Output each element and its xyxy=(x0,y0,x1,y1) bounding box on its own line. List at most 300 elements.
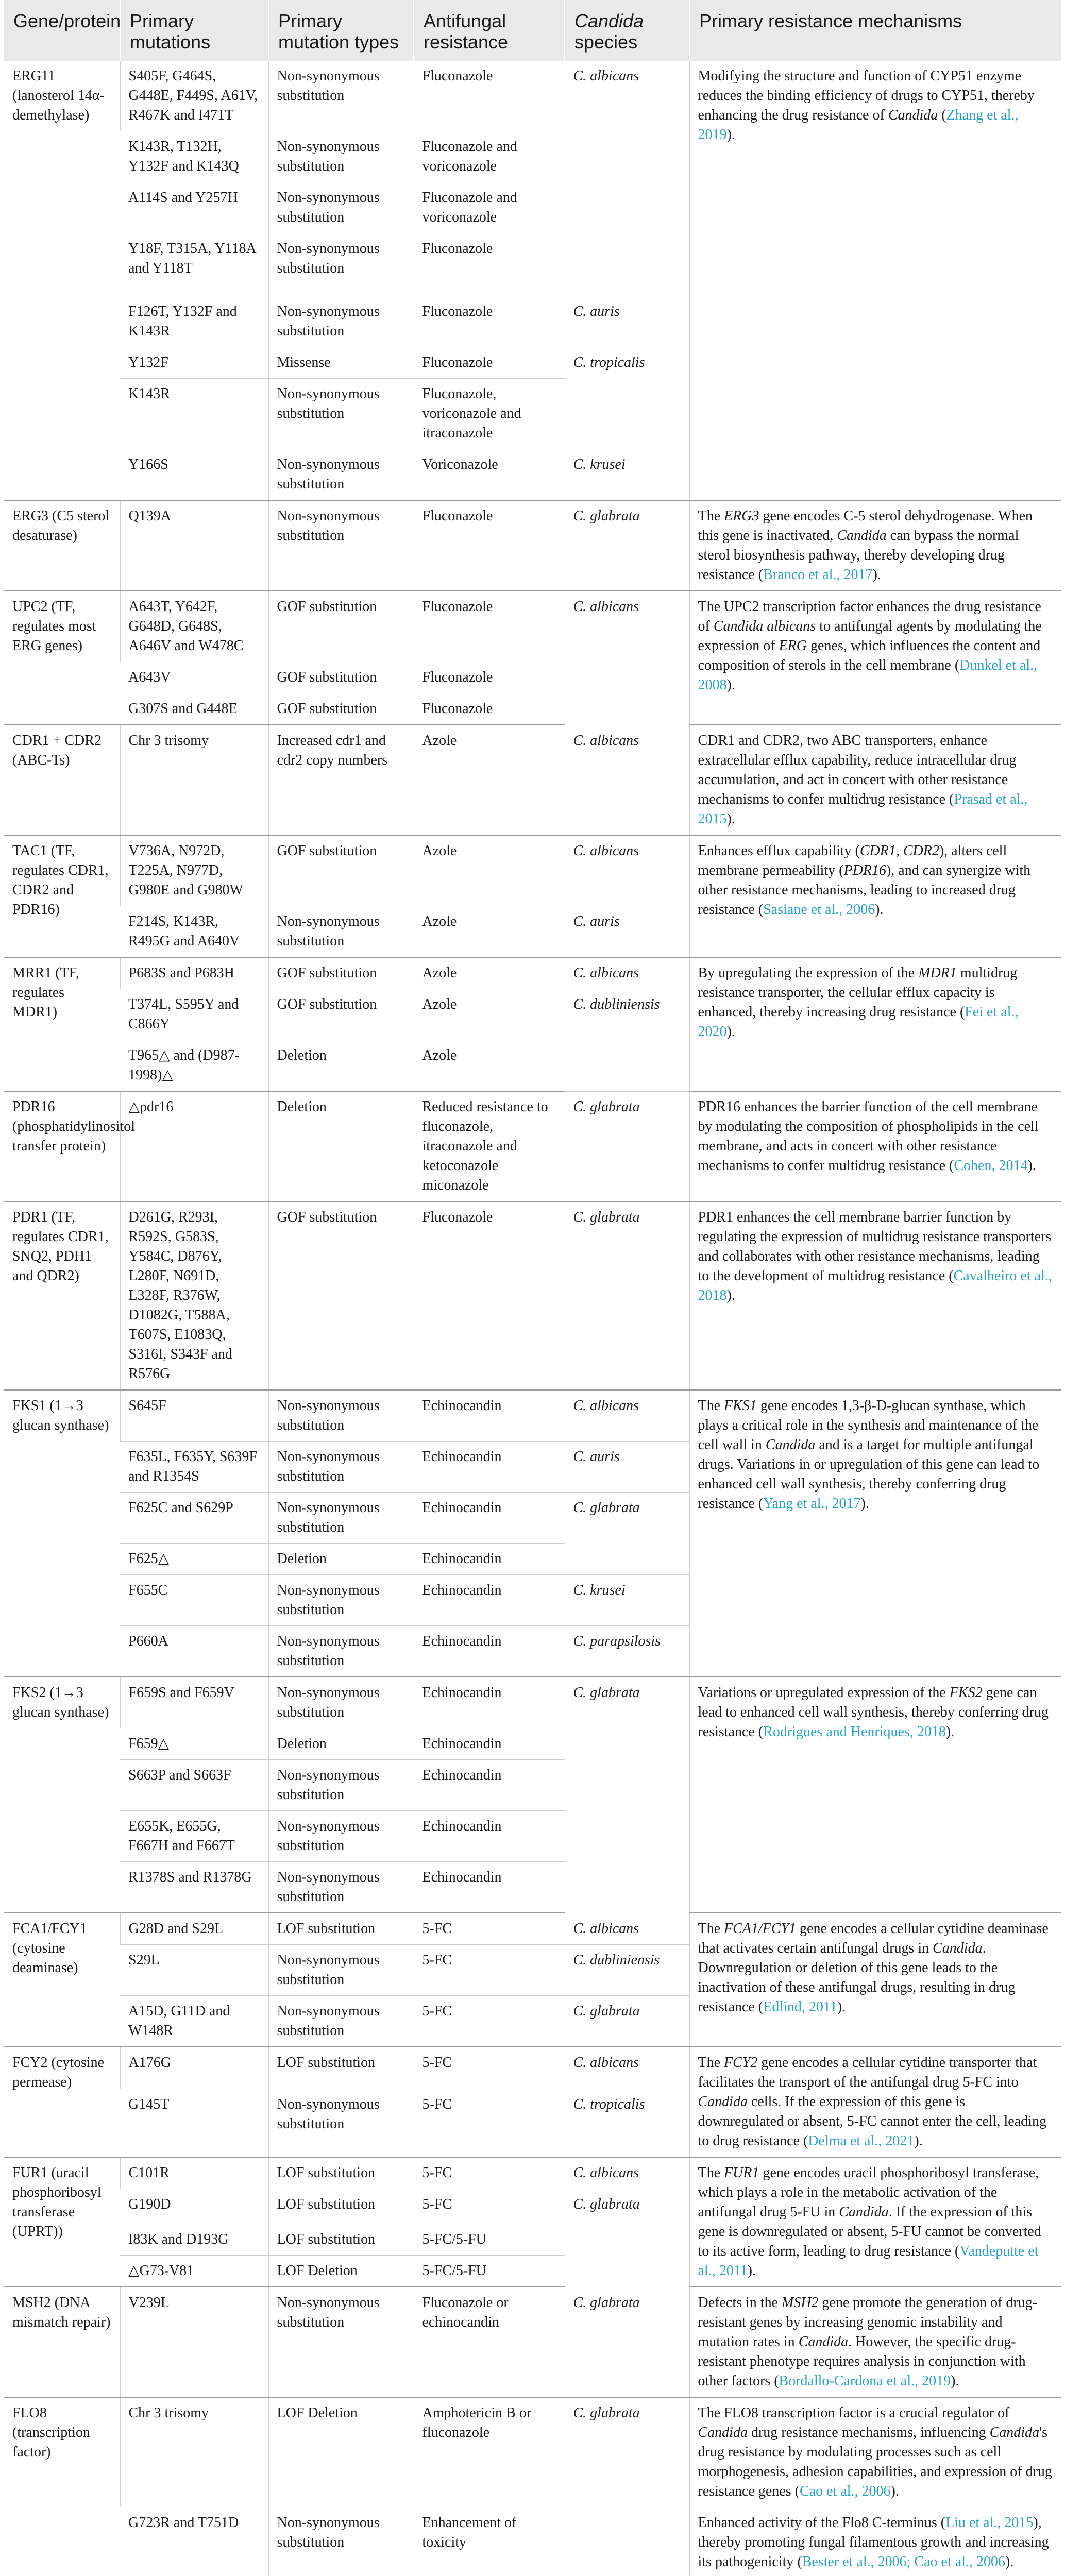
resistance-cell: Amphotericin B or fluconazole xyxy=(414,2397,565,2507)
species-cell xyxy=(565,2089,689,2157)
gene-cell: PDR1 (TF, regulates CDR1, SNQ2, PDH1 and QDR2) xyxy=(4,1201,120,1390)
mutation-type-cell: Non-synonymous substitution xyxy=(268,1677,414,1728)
header-row xyxy=(4,0,1061,61)
mechanism-cell xyxy=(689,2047,1061,2157)
species-name: C. parapsilosis xyxy=(573,1633,661,1649)
mutation-type-cell: Non-synonymous substitution xyxy=(268,1760,414,1811)
mutation-cell: P683S and P683H xyxy=(120,957,268,989)
text-run: ), alters cell membrane permeability ( xyxy=(698,843,1007,878)
text-run: ). xyxy=(890,2483,899,2499)
mutation-cell: A643V xyxy=(120,662,268,693)
species-cell xyxy=(565,2047,689,2089)
resistance-cell: Fluconazole xyxy=(414,61,565,131)
mutation-cell: S405F, G464S, G448E, F449S, A61V, R467K and I471T xyxy=(120,61,268,131)
mutation-type-cell: Non-synonymous substitution xyxy=(268,379,414,449)
text-run: The xyxy=(698,2165,724,2181)
species-name: C. albicans xyxy=(573,1398,639,1414)
species-cell xyxy=(565,1945,689,1996)
table-row xyxy=(4,591,1061,662)
table-row xyxy=(4,2397,1061,2507)
resistance-cell: Fluconazole, voriconazole and itraconazole xyxy=(414,379,565,449)
mechanism-cell xyxy=(689,1677,1061,1913)
text-run: ). xyxy=(1027,1158,1036,1174)
italic-term: FCA1/FCY1 xyxy=(724,1921,797,1937)
text-run: Variations or upregulated expression of the xyxy=(698,1685,950,1701)
mutation-type-cell: Deletion xyxy=(268,1091,414,1201)
species-name: C. glabrata xyxy=(573,2405,640,2421)
mutation-cell: D261G, R293I, R592S, G583S, Y584C, D876Y, L280F, N691D, L328F, R376W, D1082G, T588A, T607S, E1083Q, S316I, S343F and R576G xyxy=(120,1201,268,1390)
table-row xyxy=(4,1677,1061,1728)
species-name: C. glabrata xyxy=(573,2196,640,2212)
resistance-cell: 5-FC xyxy=(414,1945,565,1996)
resistance-cell: Azole xyxy=(414,835,565,906)
mutation-cell: T965△ and (D987-1998)△ xyxy=(120,1040,268,1092)
italic-term: MDR1 xyxy=(918,965,957,981)
mutation-type-cell: Non-synonymous substitution xyxy=(268,1626,414,1677)
mutation-type-cell: Non-synonymous substitution xyxy=(268,1945,414,1996)
header-mechanisms: Primary resistance mechanisms xyxy=(689,0,1061,61)
mutation-type-cell: Non-synonymous substitution xyxy=(268,2287,414,2397)
species-cell xyxy=(565,2397,689,2507)
text-run: Enhanced activity of the Flo8 C-terminus ( xyxy=(698,2515,946,2531)
citation-link[interactable]: Prasad et al., 2015 xyxy=(698,791,1028,827)
text-run: CDR1 and CDR2, two ABC transporters, enhance extracellular efflux capability, reduce intracellular drug accumulation, and act in concert with other resistance mechanisms to confer multidrug resistance ( xyxy=(698,733,1017,807)
species-name: C. albicans xyxy=(573,732,639,749)
table-row xyxy=(4,2507,1061,2576)
species-cell xyxy=(565,500,689,591)
mutation-cell: K143R, T132H, Y132F and K143Q xyxy=(120,131,268,182)
species-name: C. tropicalis xyxy=(573,354,645,370)
table-row xyxy=(4,1913,1061,1945)
mutation-type-cell: LOF substitution xyxy=(268,2224,414,2256)
text-run: to antifungal agents by modulating the expression of xyxy=(698,618,1042,654)
resistance-cell: Fluconazole xyxy=(414,1201,565,1390)
mutation-cell: △G73-V81 xyxy=(120,2256,268,2287)
mutation-cell: Y18F, T315A, Y118A and Y118T xyxy=(120,233,268,284)
text-run: ), thereby promoting fungal filamentous growth and increasing its pathogenicity ( xyxy=(698,2515,1049,2570)
text-run: ). xyxy=(875,902,884,918)
resistance-table xyxy=(4,0,1061,2576)
mutation-type-cell xyxy=(268,284,414,296)
text-run: ). xyxy=(860,1496,869,1512)
mutation-cell: K143R xyxy=(120,379,268,449)
mutation-cell: F126T, Y132F and K143R xyxy=(120,296,268,347)
species-cell xyxy=(565,347,689,449)
mutation-cell: F659△ xyxy=(120,1728,268,1760)
resistance-cell: 5-FC xyxy=(414,2189,565,2224)
text-run: Modifying the structure and function of CYP51 enzyme reduces the binding efficiency of drugs to CYP51, thereby enhancing the drug resistance of xyxy=(698,68,1035,123)
mutation-cell: G723R and T751D xyxy=(120,2507,268,2576)
species-cell xyxy=(565,1626,689,1677)
resistance-cell: 5-FC xyxy=(414,1996,565,2047)
mutation-cell: C101R xyxy=(120,2157,268,2189)
mechanism-cell xyxy=(689,1913,1061,2047)
mutation-cell: F635L, F635Y, S639F and R1354S xyxy=(120,1442,268,1493)
mechanism-cell xyxy=(689,2287,1061,2397)
mutation-cell: S645F xyxy=(120,1390,268,1442)
mutation-type-cell: Non-synonymous substitution xyxy=(268,233,414,284)
mechanism-cell xyxy=(689,1390,1061,1677)
text-run: . If the expression of this gene is downregulated or absent, 5-FU cannot be converted to its active form, leading to drug resistance ( xyxy=(698,2204,1041,2259)
species-cell xyxy=(565,835,689,906)
species-cell xyxy=(565,1996,689,2047)
species-cell xyxy=(565,1201,689,1390)
text-run: ). xyxy=(951,2373,959,2389)
text-run: By upregulating the expression of the xyxy=(698,965,919,981)
mutation-cell: F659S and F659V xyxy=(120,1677,268,1728)
mutation-type-cell: Non-synonymous substitution xyxy=(268,2507,414,2576)
citation-link[interactable]: Cohen, 2014 xyxy=(954,1158,1028,1174)
resistance-cell: Echinocandin xyxy=(414,1677,565,1728)
resistance-cell: Fluconazole xyxy=(414,233,565,284)
table-row xyxy=(4,957,1061,989)
mutation-cell: T374L, S595Y and C866Y xyxy=(120,989,268,1040)
resistance-cell: Enhancement of toxicity xyxy=(414,2507,565,2576)
mutation-cell: Y132F xyxy=(120,347,268,379)
species-name: C. glabrata xyxy=(573,1098,640,1115)
species-cell xyxy=(565,296,689,347)
mutation-type-cell: Non-synonymous substitution xyxy=(268,131,414,182)
mechanism-cell xyxy=(689,61,1061,500)
citation-link[interactable]: Liu et al., 2015 xyxy=(945,2515,1034,2531)
mutation-type-cell: Non-synonymous substitution xyxy=(268,1811,414,1862)
species-name: C. tropicalis xyxy=(573,2096,645,2113)
italic-term: ERG3 xyxy=(724,508,759,524)
species-name: C. glabrata xyxy=(573,1685,640,1701)
mutation-cell: Q139A xyxy=(120,500,268,591)
species-name: C. albicans xyxy=(573,2165,639,2181)
citation-link[interactable]: Vandeputte et al., 2011 xyxy=(698,2243,1039,2279)
species-name: C. glabrata xyxy=(573,508,640,524)
species-cell xyxy=(565,2287,689,2397)
text-run: genes, which influences the content and composition of sterols in the cell membrane ( xyxy=(698,638,1041,673)
mutation-cell: V736A, N972D, T225A, N977D, G980E and G980W xyxy=(120,835,268,906)
mechanism-cell xyxy=(689,2507,1061,2576)
citation-link[interactable]: Sasiane et al., 2006 xyxy=(763,902,875,918)
text-run: The FLO8 transcription factor is a crucial regulator of xyxy=(698,2405,1010,2421)
table-body xyxy=(4,61,1061,2576)
species-name: C. albicans xyxy=(573,68,639,84)
mutation-type-cell: Non-synonymous substitution xyxy=(268,1390,414,1442)
mutation-type-cell: GOF substitution xyxy=(268,662,414,693)
resistance-cell: Echinocandin xyxy=(414,1626,565,1677)
species-cell xyxy=(565,1091,689,1201)
gene-cell: FUR1 (uracil phosphoribosyl transferase (UPRT)) xyxy=(4,2157,120,2287)
species-cell xyxy=(565,1677,689,1913)
table-row xyxy=(4,835,1061,906)
resistance-cell: Fluconazole xyxy=(414,693,565,725)
species-name: C. krusei xyxy=(573,456,626,472)
text-run: Defects in the xyxy=(698,2295,782,2311)
species-cell xyxy=(565,1442,689,1493)
mutation-cell: A15D, G11D and W148R xyxy=(120,1996,268,2047)
species-cell xyxy=(565,1575,689,1626)
citation-link[interactable]: Cao et al., 2006 xyxy=(799,2483,891,2499)
mutation-cell: A643T, Y642F, G648D, G648S, A646V and W478C xyxy=(120,591,268,662)
text-run: and is a target for multiple antifungal drugs. Variations in or upregulation of this gene can lead to enhanced cell wall synthesis, thereby conferring drug resistance ( xyxy=(698,1437,1040,1512)
mutation-type-cell: Non-synonymous substitution xyxy=(268,296,414,347)
table-row xyxy=(4,725,1061,835)
resistance-cell: Azole xyxy=(414,957,565,989)
mutation-cell: P660A xyxy=(120,1626,268,1677)
resistance-cell: Fluconazole xyxy=(414,347,565,379)
text-run: The xyxy=(698,1398,724,1414)
species-name: C. albicans xyxy=(573,599,639,615)
resistance-cell: Fluconazole and voriconazole xyxy=(414,182,565,233)
resistance-cell: Fluconazole xyxy=(414,500,565,591)
gene-cell: CDR1 + CDR2 (ABC-Ts) xyxy=(4,725,120,835)
text-run: ). xyxy=(726,677,735,693)
text-run: ). xyxy=(872,567,881,583)
table-header xyxy=(4,0,1061,61)
mutation-type-cell: LOF Deletion xyxy=(268,2256,414,2287)
mutation-type-cell: Deletion xyxy=(268,1728,414,1760)
citation-link[interactable]: Bordallo-Cardona et al., 2019 xyxy=(779,2373,951,2389)
resistance-cell: 5-FC xyxy=(414,2047,565,2089)
text-run: ). xyxy=(914,2133,923,2149)
mutation-cell: F625C and S629P xyxy=(120,1493,268,1544)
species-name: C. auris xyxy=(573,913,620,929)
table-row xyxy=(4,2047,1061,2089)
resistance-cell: Echinocandin xyxy=(414,1728,565,1760)
mutation-cell: S663P and S663F xyxy=(120,1760,268,1811)
text-run: The xyxy=(698,2055,724,2071)
text-run: gene encodes a cellular cytidine transporter that facilitates the transport of the antifungal drug 5-FC into xyxy=(698,2055,1037,2090)
resistance-cell: Azole xyxy=(414,725,565,835)
text-run: ). xyxy=(726,1287,735,1303)
resistance-cell: Azole xyxy=(414,989,565,1040)
gene-cell: FKS2 (1→3 glucan synthase) xyxy=(4,1677,120,1913)
resistance-cell: Fluconazole or echinocandin xyxy=(414,2287,565,2397)
italic-term: FKS2 xyxy=(949,1685,983,1701)
mechanism-cell xyxy=(689,500,1061,591)
resistance-cell: Fluconazole xyxy=(414,662,565,693)
species-name: C. albicans xyxy=(573,2055,639,2071)
text-run: . However, the specific drug-resistant phenotype requires analysis in conjunction with other factors ( xyxy=(698,2334,1026,2389)
header-species-italic: Candida xyxy=(574,10,644,31)
citation-link[interactable]: Branco et al., 2017 xyxy=(763,567,873,583)
gene-cell: MRR1 (TF, regulates MDR1) xyxy=(4,957,120,1091)
italic-term: MSH2 xyxy=(782,2295,819,2311)
species-cell xyxy=(565,591,689,725)
mutation-cell: G190D xyxy=(120,2189,268,2224)
mutation-type-cell: GOF substitution xyxy=(268,1201,414,1390)
citation-link[interactable]: Fei et al., 2020 xyxy=(698,1004,1019,1040)
resistance-cell: Reduced resistance to fluconazole, itraconazole and ketoconazole miconazole xyxy=(414,1091,565,1201)
text-run: gene encodes a cellular cytidine deaminase that activates certain antifungal drugs in xyxy=(698,1921,1049,1956)
mutation-cell: I83K and D193G xyxy=(120,2224,268,2256)
citation-link[interactable]: Zhang et al., 2019 xyxy=(698,107,1019,143)
text-run: gene encodes 1,3-β-D-glucan synthase, which plays a critical role in the synthesis and maintenance of the cell wall in xyxy=(698,1398,1039,1453)
resistance-cell: 5-FC xyxy=(414,2157,565,2189)
italic-term: Candida xyxy=(839,2204,889,2220)
species-name: C. dubliniensis xyxy=(573,996,660,1012)
text-run: Enhances efflux capability ( xyxy=(698,843,860,859)
species-cell xyxy=(565,449,689,501)
resistance-cell: Echinocandin xyxy=(414,1493,565,1544)
italic-term: FUR1 xyxy=(724,2165,759,2181)
resistance-cell: Echinocandin xyxy=(414,1760,565,1811)
text-run: The xyxy=(698,1921,724,1937)
species-cell xyxy=(565,1913,689,1945)
species-cell xyxy=(565,989,689,1092)
mutation-type-cell: Deletion xyxy=(268,1040,414,1092)
mutation-cell: Chr 3 trisomy xyxy=(120,2397,268,2507)
resistance-cell: Echinocandin xyxy=(414,1811,565,1862)
gene-cell: TAC1 (TF, regulates CDR1, CDR2 and PDR16) xyxy=(4,835,120,957)
mutation-type-cell: GOF substitution xyxy=(268,591,414,662)
mutation-cell: Y166S xyxy=(120,449,268,501)
resistance-cell: Azole xyxy=(414,1040,565,1092)
text-run: drug resistance mechanisms, influencing xyxy=(747,2425,990,2441)
mutation-type-cell: Deletion xyxy=(268,1544,414,1575)
italic-term: Candida xyxy=(798,2334,849,2350)
mutation-type-cell: Non-synonymous substitution xyxy=(268,1493,414,1544)
italic-term: FCY2 xyxy=(724,2055,758,2071)
species-cell xyxy=(565,1493,689,1575)
citation-link[interactable]: Cavalheiro et al., 2018 xyxy=(698,1268,1052,1303)
mutation-cell: F214S, K143R, R495G and A640V xyxy=(120,906,268,958)
mechanism-cell xyxy=(689,1201,1061,1390)
mutation-type-cell: Non-synonymous substitution xyxy=(268,1442,414,1493)
citation-link[interactable]: Rodrigues and Henriques, 2018 xyxy=(763,1724,946,1740)
species-name: C. dubliniensis xyxy=(573,1952,660,1968)
mutation-type-cell: Non-synonymous substitution xyxy=(268,2089,414,2157)
text-run: can bypass the normal sterol biosynthesis pathway, thereby developing drug resistance ( xyxy=(698,528,1019,583)
mutation-cell: E655K, E655G, F667H and F667T xyxy=(120,1811,268,1862)
header-mutations: Primary mutations xyxy=(120,0,268,61)
mutation-type-cell: Non-synonymous substitution xyxy=(268,1575,414,1626)
mutation-type-cell: GOF substitution xyxy=(268,957,414,989)
mutation-cell: △pdr16 xyxy=(120,1091,268,1201)
mutation-cell: A176G xyxy=(120,2047,268,2089)
species-name: C. glabrata xyxy=(573,1209,640,1225)
text-run: The UPC2 transcription factor enhances the drug resistance of xyxy=(698,599,1041,634)
mutation-type-cell: Non-synonymous substitution xyxy=(268,500,414,591)
species-name: C. albicans xyxy=(573,1920,639,1937)
mutation-type-cell: Increased cdr1 and cdr2 copy numbers xyxy=(268,725,414,835)
gene-cell: FCA1/FCY1 (cytosine deaminase) xyxy=(4,1913,120,2047)
resistance-cell: Echinocandin xyxy=(414,1575,565,1626)
mechanism-cell xyxy=(689,2157,1061,2287)
mutation-type-cell: Non-synonymous substitution xyxy=(268,1996,414,2047)
italic-term: FKS1 xyxy=(724,1398,757,1414)
mutation-type-cell: Non-synonymous substitution xyxy=(268,1862,414,1913)
gene-cell: FCY2 (cytosine permease) xyxy=(4,2047,120,2157)
text-run: 's drug resistance by modulating processes such as cell morphogenesis, adhesion capabilities, and expression of drug resistance genes ( xyxy=(698,2425,1052,2499)
species-name: C. glabrata xyxy=(573,2294,640,2311)
citation-link[interactable]: Edlind, 2011 xyxy=(763,1999,837,2015)
resistance-cell: Azole xyxy=(414,906,565,958)
resistance-cell: Fluconazole xyxy=(414,591,565,662)
italic-term: Candida xyxy=(837,528,887,544)
species-name: C. albicans xyxy=(573,843,639,859)
gene-cell: ERG11 (lanosterol 14α-demethylase) xyxy=(4,61,120,500)
mutation-cell: R1378S and R1378G xyxy=(120,1862,268,1913)
table-row xyxy=(4,2157,1061,2189)
mutation-cell: S29L xyxy=(120,1945,268,1996)
resistance-cell: 5-FC/5-FU xyxy=(414,2224,565,2256)
mechanism-cell xyxy=(689,835,1061,957)
mutation-type-cell: LOF substitution xyxy=(268,2157,414,2189)
header-gene: Gene/protein xyxy=(4,0,120,61)
resistance-cell: Voriconazole xyxy=(414,449,565,501)
text-run: PDR1 enhances the cell membrane barrier function by regulating the expression of multidrug resistance transporters and collaborates with other resistance mechanisms, leading to the development of multidrug resistance ( xyxy=(698,1209,1052,1284)
resistance-cell: Echinocandin xyxy=(414,1862,565,1913)
mutation-cell: V239L xyxy=(120,2287,268,2397)
mutation-type-cell: Missense xyxy=(268,347,414,379)
mutation-cell: Chr 3 trisomy xyxy=(120,725,268,835)
citation-link[interactable]: Yang et al., 2017 xyxy=(763,1496,861,1512)
mutation-cell: F625△ xyxy=(120,1544,268,1575)
resistance-cell: 5-FC/5-FU xyxy=(414,2256,565,2287)
text-run: gene encodes C-5 sterol dehydrogenase. When this gene is inactivated, xyxy=(698,508,1033,544)
mutation-cell: A114S and Y257H xyxy=(120,182,268,233)
italic-term: Candida xyxy=(765,1437,816,1453)
text-run: ( xyxy=(938,107,946,123)
italic-term: Candida xyxy=(989,2425,1040,2441)
text-run: The xyxy=(698,508,724,524)
table-row xyxy=(4,2287,1061,2397)
mutation-cell: G307S and G448E xyxy=(120,693,268,725)
table-row xyxy=(4,1201,1061,1390)
mechanism-cell xyxy=(689,725,1061,835)
mutation-type-cell: LOF substitution xyxy=(268,2189,414,2224)
mechanism-cell xyxy=(689,2397,1061,2507)
resistance-cell: Echinocandin xyxy=(414,1544,565,1575)
mutation-type-cell: LOF substitution xyxy=(268,1913,414,1945)
text-run: ). xyxy=(726,127,735,143)
text-run: ). xyxy=(726,811,735,827)
text-run: ), and can synergize with other resistance mechanisms, leading to increased drug resistance ( xyxy=(698,862,1031,918)
italic-term: Candida xyxy=(888,107,938,123)
italic-term: Candida xyxy=(698,2094,748,2110)
citation-link[interactable]: Bester et al., 2006; Cao et al., 2006 xyxy=(802,2554,1005,2570)
species-cell xyxy=(565,2507,689,2576)
text-run: ). xyxy=(747,2263,756,2279)
mutation-cell: G145T xyxy=(120,2089,268,2157)
mutation-type-cell: GOF substitution xyxy=(268,989,414,1040)
citation-link[interactable]: Dunkel et al., 2008 xyxy=(698,657,1038,693)
gene-cell: FLO8 (transcription factor) xyxy=(4,2397,120,2576)
resistance-cell: Fluconazole xyxy=(414,296,565,347)
gene-cell: MSH2 (DNA mismatch repair) xyxy=(4,2287,120,2397)
mechanism-cell xyxy=(689,591,1061,725)
species-cell xyxy=(565,2157,689,2189)
italic-term: Candida xyxy=(933,1940,983,1956)
header-resistance: Antifungal resistance xyxy=(414,0,565,61)
species-name: C. krusei xyxy=(573,1582,626,1598)
italic-term: ERG xyxy=(779,638,807,654)
resistance-cell: Echinocandin xyxy=(414,1442,565,1493)
species-name: C. glabrata xyxy=(573,1500,640,1516)
species-cell xyxy=(565,2189,689,2287)
citation-link[interactable]: Delma et al., 2021 xyxy=(808,2133,915,2149)
resistance-cell xyxy=(414,284,565,296)
italic-term: CDR1, CDR2 xyxy=(859,843,939,859)
species-name: C. auris xyxy=(573,303,620,319)
species-cell xyxy=(565,61,689,296)
mutation-type-cell: LOF substitution xyxy=(268,2047,414,2089)
mutation-cell xyxy=(120,284,268,296)
text-run: ). xyxy=(1005,2554,1014,2570)
table-row xyxy=(4,1390,1061,1442)
header-mutation-types: Primary mutation types xyxy=(268,0,414,61)
gene-cell: UPC2 (TF, regulates most ERG genes) xyxy=(4,591,120,725)
text-run: . Downregulation or deletion of this gene leads to the inactivation of these antifungal drugs, resulting in drug resistance ( xyxy=(698,1940,1016,2015)
text-run: PDR16 enhances the barrier function of the cell membrane by modulating the composition of phospholipids in the cell membrane, and acts in concert with other resistance mechanisms to confer multidrug resistance ( xyxy=(698,1099,1039,1174)
species-cell xyxy=(565,725,689,835)
